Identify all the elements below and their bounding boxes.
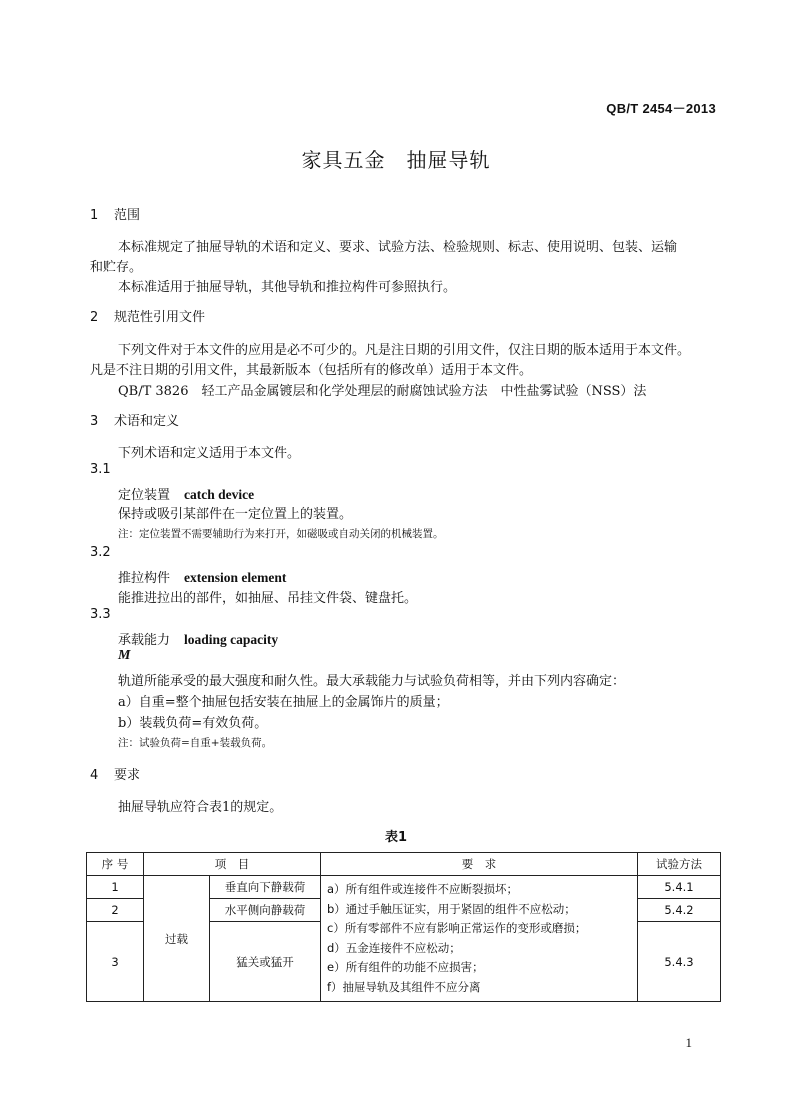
term-3-3-en: loading capacity bbox=[184, 632, 279, 647]
term-3-2-number: 3.2 bbox=[90, 545, 111, 560]
term-3-2-zh: 推拉构件 bbox=[118, 571, 171, 586]
header-no: 序 号 bbox=[87, 853, 144, 876]
section-4-para: 抽屉导轨应符合表1的规定。 bbox=[118, 800, 283, 815]
term-3-1-heading bbox=[118, 484, 254, 503]
term-3-3-zh: 承载能力 bbox=[118, 633, 171, 648]
row-1-method: 5.4.1 bbox=[638, 876, 721, 899]
requirement-d: d）五金连接件不应松动； bbox=[327, 940, 461, 955]
section-4-heading bbox=[90, 764, 140, 783]
section-1-para-1-line-2: 和贮存。 bbox=[90, 260, 143, 275]
term-3-2-heading bbox=[118, 567, 286, 586]
term-3-3-item-b: b）装载负荷=有效负荷。 bbox=[118, 716, 268, 731]
row-2-method: 5.4.2 bbox=[638, 899, 721, 922]
term-3-3-symbol: M bbox=[118, 648, 131, 663]
term-3-1-en: catch device bbox=[184, 487, 255, 502]
requirement-a: a）所有组件或连接件不应断裂损坏； bbox=[327, 882, 519, 896]
section-2-heading bbox=[90, 306, 205, 325]
requirement-c: c）所有零部件不应有影响正常运作的变形或磨损； bbox=[327, 921, 587, 935]
requirements-table bbox=[86, 852, 721, 1002]
row-1-no: 1 bbox=[87, 876, 144, 899]
section-2-title: 规范性引用文件 bbox=[114, 310, 206, 325]
header-item: 项 目 bbox=[144, 853, 321, 876]
section-2-para-line-2: 凡是不注日期的引用文件，其最新版本（包括所有的修改单）适用于本文件。 bbox=[90, 363, 533, 378]
section-1-heading bbox=[90, 204, 140, 223]
row-3-item: 猛关或猛开 bbox=[210, 922, 321, 1002]
table-header-row bbox=[87, 853, 721, 876]
normative-reference: QB/T 3826 轻工产品金属镀层和化学处理层的耐腐蚀试验方法 中性盐雾试验（NSS）法 bbox=[118, 384, 647, 399]
header-requirements: 要 求 bbox=[321, 853, 638, 876]
row-1-item: 垂直向下静载荷 bbox=[210, 876, 321, 899]
row-3-method: 5.4.3 bbox=[638, 922, 721, 1002]
term-3-1-number: 3.1 bbox=[90, 462, 111, 477]
row-2-item: 水平侧向静载荷 bbox=[210, 899, 321, 922]
term-3-3-number: 3.3 bbox=[90, 607, 111, 622]
requirement-b: b）通过手触压证实，用于紧固的组件不应松动； bbox=[327, 901, 576, 916]
section-1-para-1-line-1: 本标准规定了抽屉导轨的术语和定义、要求、试验方法、检验规则、标志、使用说明、包装、运输 bbox=[118, 240, 678, 255]
section-1-title: 范围 bbox=[114, 208, 141, 223]
row-3-no: 3 bbox=[87, 922, 144, 1002]
section-3-heading bbox=[90, 410, 179, 429]
term-3-2-definition: 能推进拉出的部件，如抽屉、吊挂文件袋、键盘托。 bbox=[118, 591, 418, 606]
overload-group: 过载 bbox=[144, 876, 210, 1002]
term-3-3-item-a: a）自重=整个抽屉包括安装在抽屉上的金属饰片的质量； bbox=[118, 695, 449, 710]
section-1-para-2: 本标准适用于抽屉导轨，其他导轨和推拉构件可参照执行。 bbox=[118, 280, 457, 295]
table-caption: 表1 bbox=[384, 830, 408, 845]
requirement-f: f）抽屉导轨及其组件不应分离 bbox=[327, 979, 481, 994]
section-3-number: 3 bbox=[90, 414, 99, 429]
requirement-e: e）所有组件的功能不应损害； bbox=[327, 960, 484, 974]
header-test-method: 试验方法 bbox=[638, 853, 721, 876]
section-1-number: 1 bbox=[90, 208, 99, 223]
section-2-number: 2 bbox=[90, 310, 99, 325]
document-number: QB/T 2454－2013 bbox=[606, 101, 716, 116]
term-3-3-note: 注：试验负荷=自重+装载负荷。 bbox=[118, 737, 273, 749]
term-3-3-heading bbox=[118, 629, 278, 648]
term-3-1-note: 注：定位装置不需要辅助行为来打开，如磁吸或自动关闭的机械装置。 bbox=[118, 528, 444, 540]
section-3-intro: 下列术语和定义适用于本文件。 bbox=[118, 446, 301, 461]
requirements-cell bbox=[321, 876, 638, 1002]
term-3-1-zh: 定位装置 bbox=[118, 488, 171, 503]
term-3-3-definition: 轨道所能承受的最大强度和耐久性。最大承载能力与试验负荷相等，并由下列内容确定： bbox=[118, 674, 626, 689]
page-title: 家具五金 抽屉导轨 bbox=[301, 148, 491, 172]
term-3-1-definition: 保持或吸引某部件在一定位置上的装置。 bbox=[118, 507, 353, 522]
section-2-para-line-1: 下列文件对于本文件的应用是必不可少的。凡是注日期的引用文件，仅注日期的版本适用于本文件。 bbox=[118, 343, 691, 358]
section-4-number: 4 bbox=[90, 768, 99, 783]
term-3-2-en: extension element bbox=[184, 570, 287, 585]
page-number: 1 bbox=[685, 1035, 692, 1050]
row-2-no: 2 bbox=[87, 899, 144, 922]
table-row bbox=[87, 876, 721, 899]
section-3-title: 术语和定义 bbox=[114, 414, 180, 429]
section-4-title: 要求 bbox=[114, 768, 141, 783]
